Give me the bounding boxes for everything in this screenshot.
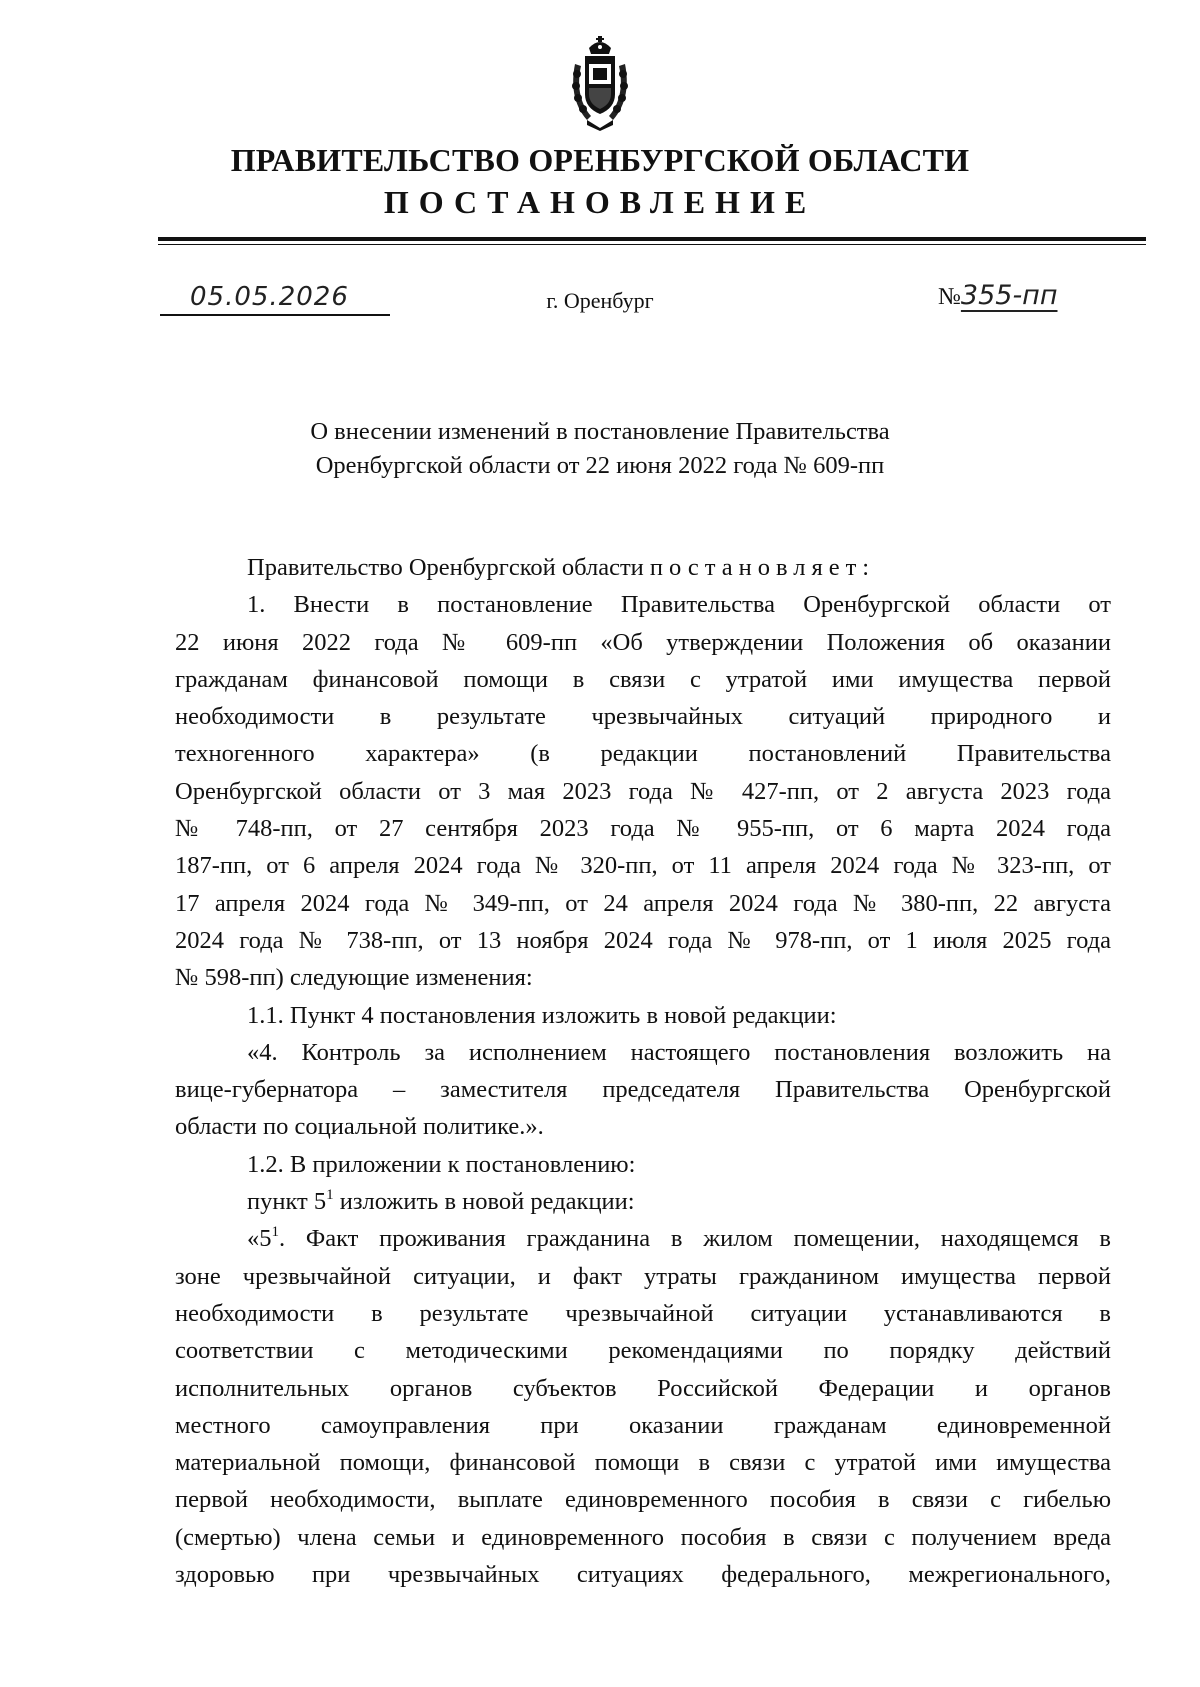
paragraph-line: здоровью при чрезвычайных ситуациях федерального, межрегионального,	[175, 1561, 1111, 1589]
point-superscript: 1	[271, 1224, 279, 1241]
handwritten-number: 355-пп	[960, 280, 1058, 311]
document-type: ПОСТАНОВЛЕНИЕ	[383, 184, 817, 220]
document-body	[175, 549, 1111, 1593]
subject-line: О внесении изменений в постановление Правительства	[310, 418, 890, 445]
paragraph-line: материальной помощи, финансовой помощи в связи с утратой ими имущества	[175, 1449, 1111, 1477]
subject-line: Оренбургской области от 22 июня 2022 года № 609-пп	[315, 452, 885, 479]
clause-point-5-1	[175, 1183, 1111, 1220]
paragraph-line: (смертью) члена семьи и единовременного пособия в связи с получением вреда	[175, 1523, 1111, 1551]
paragraph-line: Оренбургской области от 3 мая 2023 года № 427-пп, от 2 августа 2023 года	[175, 777, 1111, 805]
paragraph-line: 17 апреля 2024 года № 349-пп, от 24 апреля 2024 года № 380-пп, 22 августа	[175, 889, 1111, 917]
paragraph-line: вице-губернатора – заместителя председателя Правительства Оренбургской	[175, 1076, 1111, 1104]
number-field	[938, 280, 1058, 316]
paragraph-line: «4. Контроль за исполнением настоящего постановления возложить на	[247, 1038, 1111, 1066]
intro-spaced-verb: постановляет:	[649, 554, 876, 581]
paragraph-line	[175, 1220, 1111, 1257]
handwritten-date: 05.05.2026	[190, 282, 349, 312]
paragraph-line: соответствии с методическими рекомендациями по порядку действий	[175, 1337, 1111, 1365]
government-title: ПРАВИТЕЛЬСТВО ОРЕНБУРГСКОЙ ОБЛАСТИ	[230, 142, 970, 178]
point-label: пункт 5	[247, 1188, 327, 1216]
point-open: «5	[247, 1225, 272, 1253]
paragraph-line: первой необходимости, выплате единовременного пособия в связи с гибелью	[175, 1486, 1111, 1514]
coat-of-arms-icon	[569, 34, 631, 132]
paragraph-line: зоне чрезвычайной ситуации, и факт утраты гражданином имущества первой	[175, 1262, 1111, 1290]
paragraph-line: исполнительных органов субъектов Российской Федерации и органов	[175, 1374, 1111, 1402]
paragraph-line: 187-пп, от 6 апреля 2024 года № 320-пп, от 11 апреля 2024 года № 323-пп, от	[175, 852, 1111, 880]
point-text: изложить в новой редакции:	[333, 1188, 635, 1216]
header-rule-thin	[158, 244, 1146, 245]
paragraph-line: необходимости в результате чрезвычайной ситуации устанавливаются в	[175, 1299, 1111, 1327]
paragraph-line: № 598-пп) следующие изменения:	[175, 964, 533, 992]
resolution-intro	[175, 549, 1111, 586]
number-sign: №	[938, 284, 961, 310]
point-superscript: 1	[326, 1187, 334, 1204]
paragraph-line: гражданам финансовой помощи в связи с утратой ими имущества первой	[175, 665, 1111, 693]
paragraph-line: необходимости в результате чрезвычайных ситуаций природного и	[175, 703, 1111, 731]
city-label: г. Оренбург	[546, 288, 654, 313]
paragraph-line: 22 июня 2022 года № 609-пп «Об утверждении Положения об оказании	[175, 628, 1111, 656]
paragraph-line: местного самоуправления при оказании гражданам единовременной	[175, 1411, 1111, 1439]
intro-text: Правительство Оренбургской области	[247, 554, 644, 581]
date-underline	[160, 314, 390, 316]
paragraph-line: 1. Внести в постановление Правительства Оренбургской области от	[247, 591, 1111, 619]
paragraph-line: 2024 года № 738-пп, от 13 ноября 2024 года № 978-пп, от 1 июля 2025 года	[175, 926, 1111, 954]
document-subject	[0, 415, 1200, 483]
point-first-line: . Факт проживания гражданина в жилом помещении, находящемся в	[279, 1225, 1111, 1253]
clause-1-2: 1.2. В приложении к постановлению:	[247, 1150, 636, 1178]
clause-1-1: 1.1. Пункт 4 постановления изложить в новой редакции:	[247, 1001, 837, 1029]
paragraph-line: № 748-пп, от 27 сентября 2023 года № 955-пп, от 6 марта 2024 года	[175, 815, 1111, 843]
paragraph-line: области по социальной политике.».	[175, 1113, 544, 1141]
paragraph-line: техногенного характера» (в редакции постановлений Правительства	[175, 740, 1111, 768]
header-rule-thick	[158, 237, 1146, 241]
